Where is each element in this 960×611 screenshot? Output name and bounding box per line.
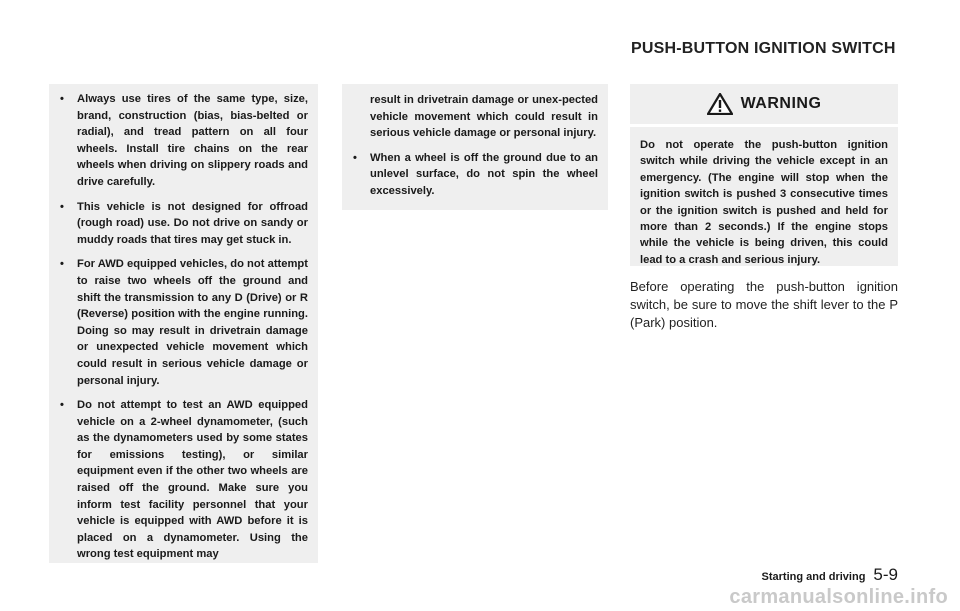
list-item-text: Do not attempt to test an AWD equipped vehicle on a 2-wheel dynamometer, (such as the dynamometers used by some states for emissions testing), or similar equipment even if the other two wheels are raised off the ground. Make sure you inform test facility personnel that your vehicle is equipped with AWD before it is placed on a dynamometer. Using the wrong test equipment may [77, 399, 308, 561]
watermark: carmanualsonline.info [729, 586, 948, 608]
list-item [60, 397, 308, 563]
caution-panel-middle [342, 84, 608, 210]
warning-title: WARNING [740, 95, 822, 112]
list-item-text: For AWD equipped vehicles, do not attempt to raise two wheels off the ground and shift the transmission to any D (Drive) or R (Reverse) position with the engine running. Doing so may result in drivetrain damage or unexpected vehicle movement which could result in serious vehicle damage or personal injury. [77, 258, 308, 387]
list-item-text: When a wheel is off the ground due to an unlevel surface, do not spin the wheel excessively. [370, 151, 598, 197]
bullet-icon: • [60, 200, 64, 213]
bullet-icon: • [60, 93, 64, 105]
caution-bullet-list [342, 84, 608, 200]
list-item [60, 199, 308, 249]
warning-box [630, 84, 898, 266]
bullet-icon: • [353, 151, 357, 164]
list-item [60, 256, 308, 389]
list-item [60, 91, 308, 191]
continuation-item [370, 92, 598, 142]
list-item-text: This vehicle is not designed for offroad (rough road) use. Do not drive on sandy or muddy roads that tires may get stuck in. [77, 200, 308, 246]
page-footer [762, 565, 898, 585]
caution-panel-left [49, 84, 318, 563]
footer-section-name: Starting and driving [761, 571, 866, 583]
page-number: 5-9 [873, 565, 898, 584]
warning-text: Do not operate the push-button ignition switch while driving the vehicle except in an emergency. (The engine will stop when the ignition switch is pushed 3 consecutive times or the ignition switch is pushed and held for more than 2 seconds.) If the engine stops while the vehicle is being driven, this could lead to a crash and serious injury. [640, 139, 888, 266]
caution-bullet-list [49, 84, 318, 563]
list-item-text: Always use tires of the same type, size, brand, construction (bias, bias-belted or radial), and tread pattern on all four wheels. Install tire chains on the rear wheels when driving on slippery roads and drive carefully. [77, 93, 308, 188]
list-item [353, 150, 598, 200]
section-title: PUSH-BUTTON IGNITION SWITCH [631, 40, 896, 57]
continuation-text: result in drivetrain damage or unex-pected vehicle movement which could result in serious vehicle damage or personal injury. [370, 94, 598, 140]
warning-triangle-icon [707, 93, 733, 115]
body-paragraph: Before operating the push-button ignition switch, be sure to move the shift lever to the P (Park) position. [630, 279, 898, 330]
warning-header [630, 84, 898, 127]
bullet-icon: • [60, 258, 64, 271]
bullet-icon: • [60, 399, 64, 412]
